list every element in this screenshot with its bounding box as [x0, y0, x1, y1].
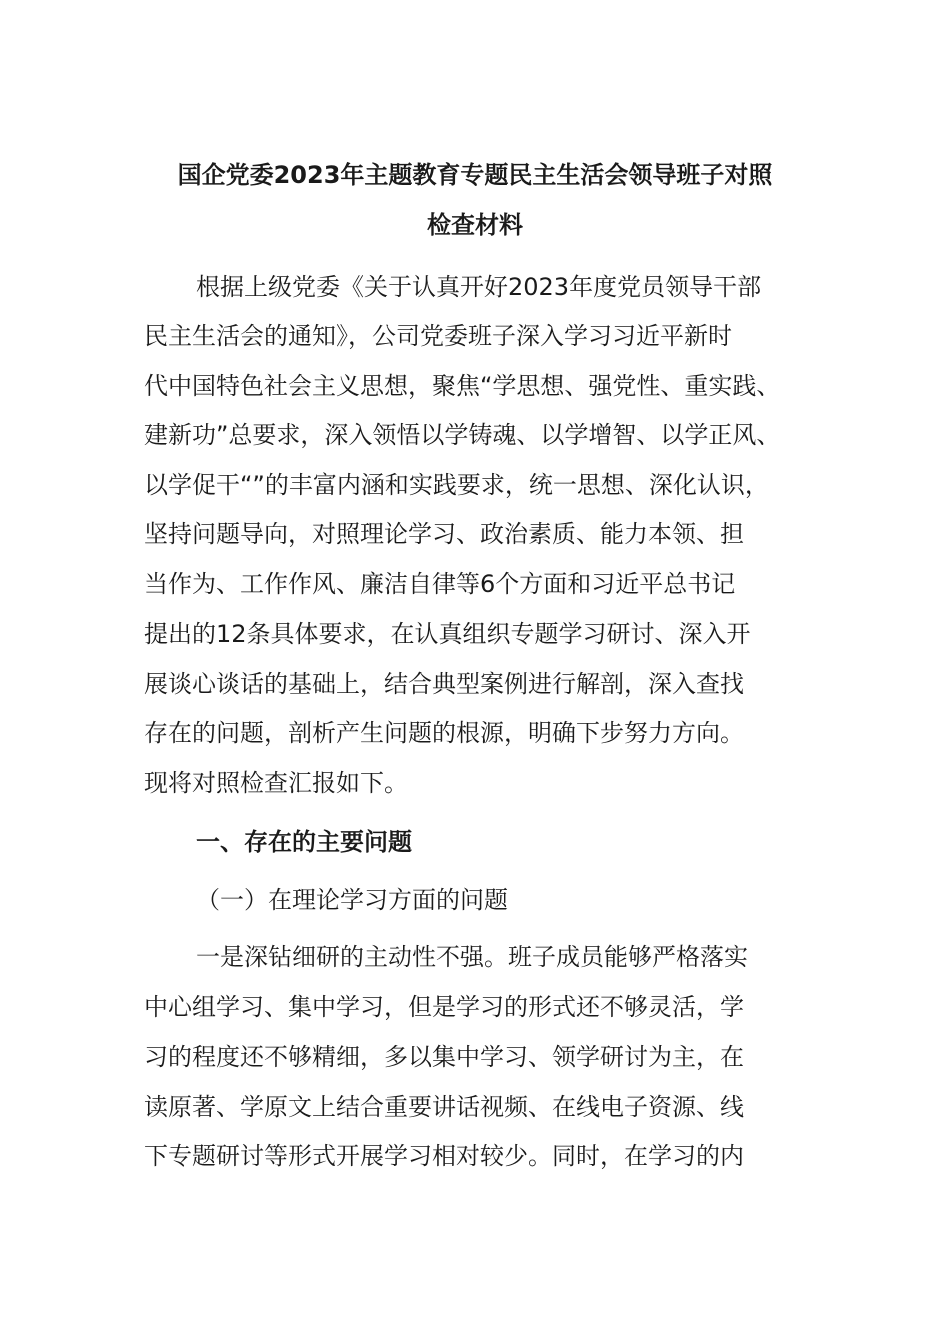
- document-title-line-1: 国企党委2023年主题教育专题民主生活会领导班子对照: [177, 161, 773, 189]
- intro-line: 建新功”总要求，深入领悟以学铸魂、以学增智、以学正风、: [144, 421, 781, 449]
- body-line: 一是深钻细研的主动性不强。班子成员能够严格落实: [196, 943, 748, 971]
- body-line: 中心组学习、集中学习，但是学习的形式还不够灵活，学: [144, 993, 744, 1021]
- intro-line: 以学促干“”的丰富内涵和实践要求，统一思想、深化认识，: [144, 471, 769, 499]
- intro-line: 根据上级党委《关于认真开好2023年度党员领导干部: [196, 273, 762, 301]
- intro-line: 民主生活会的通知》，公司党委班子深入学习习近平新时: [144, 322, 732, 350]
- intro-line: 提出的12条具体要求，在认真组织专题学习研讨、深入开: [144, 620, 751, 648]
- intro-line: 当作为、工作作风、廉洁自律等6个方面和习近平总书记: [144, 570, 736, 598]
- body-line: 读原著、学原文上结合重要讲话视频、在线电子资源、线: [144, 1093, 744, 1121]
- section-heading: 一、存在的主要问题: [196, 828, 412, 856]
- intro-line: 展谈心谈话的基础上，结合典型案例进行解剖，深入查找: [144, 670, 744, 698]
- document-title-line-2: 检查材料: [427, 211, 523, 239]
- intro-line: 代中国特色社会主义思想，聚焦“学思想、强党性、重实践、: [144, 372, 781, 400]
- intro-line: 存在的问题，剖析产生问题的根源，明确下步努力方向。: [144, 719, 744, 747]
- intro-line: 坚持问题导向，对照理论学习、政治素质、能力本领、担: [144, 520, 744, 548]
- body-line: 习的程度还不够精细，多以集中学习、领学研讨为主，在: [144, 1043, 744, 1071]
- intro-line: 现将对照检查汇报如下。: [144, 769, 408, 797]
- body-line: 下专题研讨等形式开展学习相对较少。同时，在学习的内: [144, 1142, 744, 1170]
- subsection-heading: （一）在理论学习方面的问题: [196, 886, 508, 914]
